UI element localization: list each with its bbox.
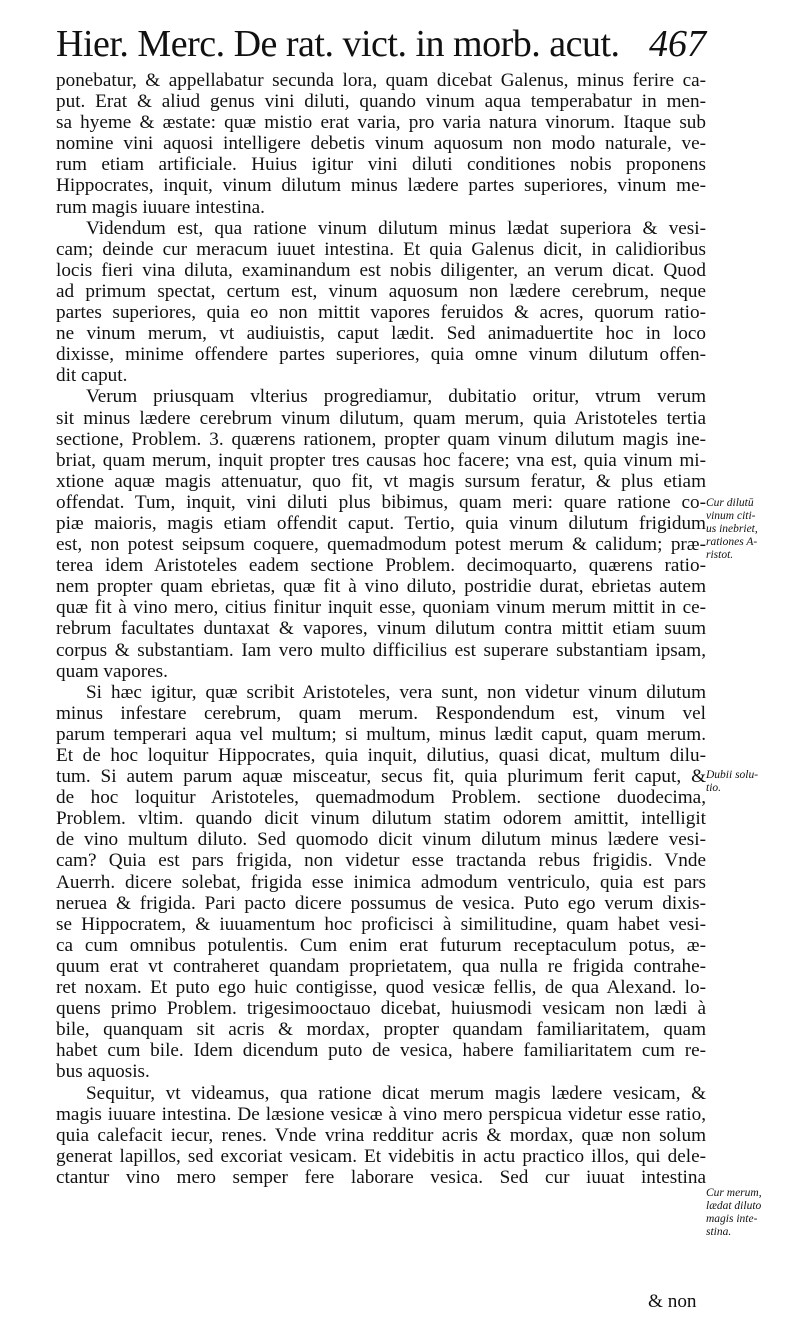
- text-line: Problem. vltim. quando dicit vinum dilutum statim odorem amittit, intelligit: [56, 808, 706, 830]
- marginal-note: [706, 1187, 798, 1239]
- text-line: dit caput.: [56, 365, 128, 387]
- text-line: bus aquosis.: [56, 1061, 150, 1083]
- text-line: rum magis iuuare intestina.: [56, 196, 265, 218]
- text-line: quens primo Problem. trigesimooctauo dicebat, huiusmodi vesicam non lædi à: [56, 998, 706, 1020]
- text-line: cam? Quia est pars frigida, non videtur esse tractanda rebus frigidis. Vnde: [56, 850, 706, 872]
- text-line: bile, quanquam sit acris & mordax, propter quandam familiaritatem, quam: [56, 1019, 706, 1041]
- text-line: quæ fit à vino mero, citius finitur inquit esse, quoniam vinum merum mittit in ce-: [56, 597, 706, 619]
- text-line: ne vinum merum, vt audiuistis, caput lædit. Sed animaduertite hoc in loco: [56, 323, 706, 345]
- text-line: nomine vini aquosi intelligere debetis vinum aquosum non modo naturale, ve-: [56, 133, 706, 155]
- text-line: ca cum omnibus potulentis. Cum enim erat futurum receptaculum potus, æ-: [56, 934, 706, 956]
- text-line: Hippocrates, inquit, vinum dilutum minus lædere partes superiores, vinum me-: [56, 175, 706, 197]
- text-line: ret noxam. Et puto ego huic contigisse, quod vesicæ fellis, de qua Alexand. lo-: [56, 977, 706, 999]
- text-line: piæ maioris, magis etiam offendit caput. Tertio, quia vinum dilutum frigidum: [56, 512, 706, 534]
- marginal-note-line: rationes A-: [706, 536, 758, 548]
- marginal-note-line: magis inte-: [706, 1213, 758, 1225]
- text-line: terea idem Aristoteles eadem sectione Problem. decimoquarto, quærens ratio-: [56, 555, 706, 577]
- text-line: habet cum bile. Idem dicendum puto de vesica, habere familiaritatem cum re-: [56, 1040, 706, 1062]
- running-head: [56, 22, 706, 74]
- text-line: nem propter quam ebrietas, quæ fit à vino diluto, postridie durat, ebrietas autem: [56, 576, 706, 598]
- text-line: offendat. Tum, inquit, vini diluti plus bibimus, quam meri: quare ratione co-: [56, 491, 706, 513]
- text-line: se Hippocratem, & iuuamentum hoc proficisci à similitudine, quam habet vesi-: [56, 913, 706, 935]
- marginal-note: [706, 497, 798, 562]
- text-line: locis fieri vina diluta, examinandum est nobis diligenter, an verum dicat. Quod: [56, 259, 706, 281]
- text-line: rum etiam artificiale. Huius igitur vini diluti conditiones nobis proponens: [56, 154, 706, 176]
- text-line: dixisse, minime offendere partes superiores, quia omne vinum dilutum offen-: [56, 344, 706, 366]
- marginal-note-line: Cur merum,: [706, 1187, 762, 1199]
- text-line: Et de hoc loquitur Hippocrates, quia inquit, dilutius, quasi dicat, multum dilu-: [56, 745, 706, 766]
- text-line: minus infestare cerebrum, quam merum. Respondendum est, vinum vel: [56, 702, 706, 724]
- text-line: corpus & substantiam. Iam vero multo difficilius est superare substantiam ipsam,: [56, 639, 706, 661]
- text-line: parum temperari aqua vel multum; si multum, minus lædit caput, quam merum.: [56, 723, 706, 745]
- marginal-note: [706, 769, 798, 795]
- text-line: sa hyeme & æstate: quæ mistio erat varia, pro varia natura vinorum. Itaque sub: [56, 112, 706, 134]
- text-line: partes superiores, quia eo non mittit vapores feruidos & acres, quorum ratio-: [56, 302, 706, 324]
- text-line: neruea & frigida. Pari pacto dicere possumus de vesica. Puto ego verum dixis-: [56, 892, 706, 914]
- text-line: Videndum est, qua ratione vinum dilutum minus lædat superiora & vesi-: [86, 217, 706, 239]
- marginal-note-line: stina.: [706, 1226, 732, 1238]
- catchword: & non: [648, 1291, 697, 1312]
- text-line: cam; deinde cur meracum iuuet intestina. Et quia Galenus dicit, in calidioribus: [56, 238, 706, 260]
- text-line: de hoc loquitur Aristoteles, quemadmodum Problem. sectione duodecima,: [56, 787, 706, 809]
- text-line: de vino multum diluto. Sed quomodo dicit vinum dilutum minus lædere vesi-: [56, 829, 706, 851]
- text-line: xtione aquæ magis attenuatur, quo fit, vt magis sursum feratur, & plus etiam: [56, 470, 706, 492]
- text-line: magis iuuare intestina. De læsione vesicæ à vino mero perspicua videtur esse ratio,: [56, 1103, 706, 1125]
- text-line: ad primum spectat, certum est, vinum aquosum non lædere cerebrum, neque: [56, 280, 706, 302]
- text-line: sit minus lædere cerebrum vinum dilutum, quam merum, quia Aristoteles tertia: [56, 407, 706, 429]
- text-line: generat lapillos, sed excoriat vesicam. Et videbitis in actu practico illos, qui dele-: [56, 1145, 706, 1167]
- text-line: tum. Si autem parum aquæ misceatur, secus fit, quia plurimum ferit caput, &: [56, 766, 706, 788]
- text-line: ponebatur, & appellabatur secunda lora, quam dicebat Galenus, minus ferire ca-: [56, 70, 706, 91]
- running-title: Hier. Merc. De rat. vict. in morb. acut.: [56, 23, 620, 65]
- text-line: put. Erat & aliud genus vini diluti, quando vinum aqua temperabatur in men-: [56, 91, 706, 113]
- text-line: Sequitur, vt videamus, qua ratione dicat merum magis lædere vesicam, &: [86, 1082, 706, 1104]
- text-line: est, non potest seipsum coquere, quemadmodum potest merum & calidum; præ-: [56, 534, 706, 556]
- text-line: Si hæc igitur, quæ scribit Aristoteles, vera sunt, non videtur vinum dilutum: [86, 681, 706, 703]
- marginal-note-line: ristot.: [706, 549, 734, 561]
- page-number: 467: [649, 23, 706, 65]
- marginal-note-line: lædat diluto: [706, 1200, 762, 1212]
- marginal-note-line: vinum citi-: [706, 510, 756, 522]
- marginal-note-line: Cur dilutū: [706, 497, 754, 509]
- text-line: Auerrh. dicere solebat, frigida esse inimica admodum ventriculo, quia est pars: [56, 871, 706, 893]
- text-line: rebrum facultates duntaxat & vapores, vinum dilutum contra mittit etiam suum: [56, 618, 706, 640]
- marginal-note-line: us inebriet,: [706, 523, 758, 535]
- marginal-note-line: Dubii solu-: [706, 769, 759, 781]
- text-line: briat, quam merum, inquit propter tres causas hoc facere; vna est, quia vinum mi-: [56, 449, 706, 471]
- text-line: quia calefacit iecur, renes. Vnde vrina redditur acris & mordax, quæ non solum: [56, 1124, 706, 1146]
- body-text: [56, 70, 706, 1188]
- text-line: quum erat vt contraheret quandam proprietatem, qua nulla re frigida contrahe-: [56, 955, 706, 977]
- text-line: ctantur vino mero semper fere laborare vesica. Sed cur iuuat intestina: [56, 1166, 706, 1188]
- text-line: sectione, Problem. 3. quærens rationem, propter quam vinum dilutum magis ine-: [56, 428, 706, 450]
- text-line: Verum priusquam vlterius progrediamur, dubitatio oritur, vtrum verum: [86, 386, 706, 408]
- text-line: quam vapores.: [56, 660, 168, 682]
- marginal-note-line: tio.: [706, 782, 722, 794]
